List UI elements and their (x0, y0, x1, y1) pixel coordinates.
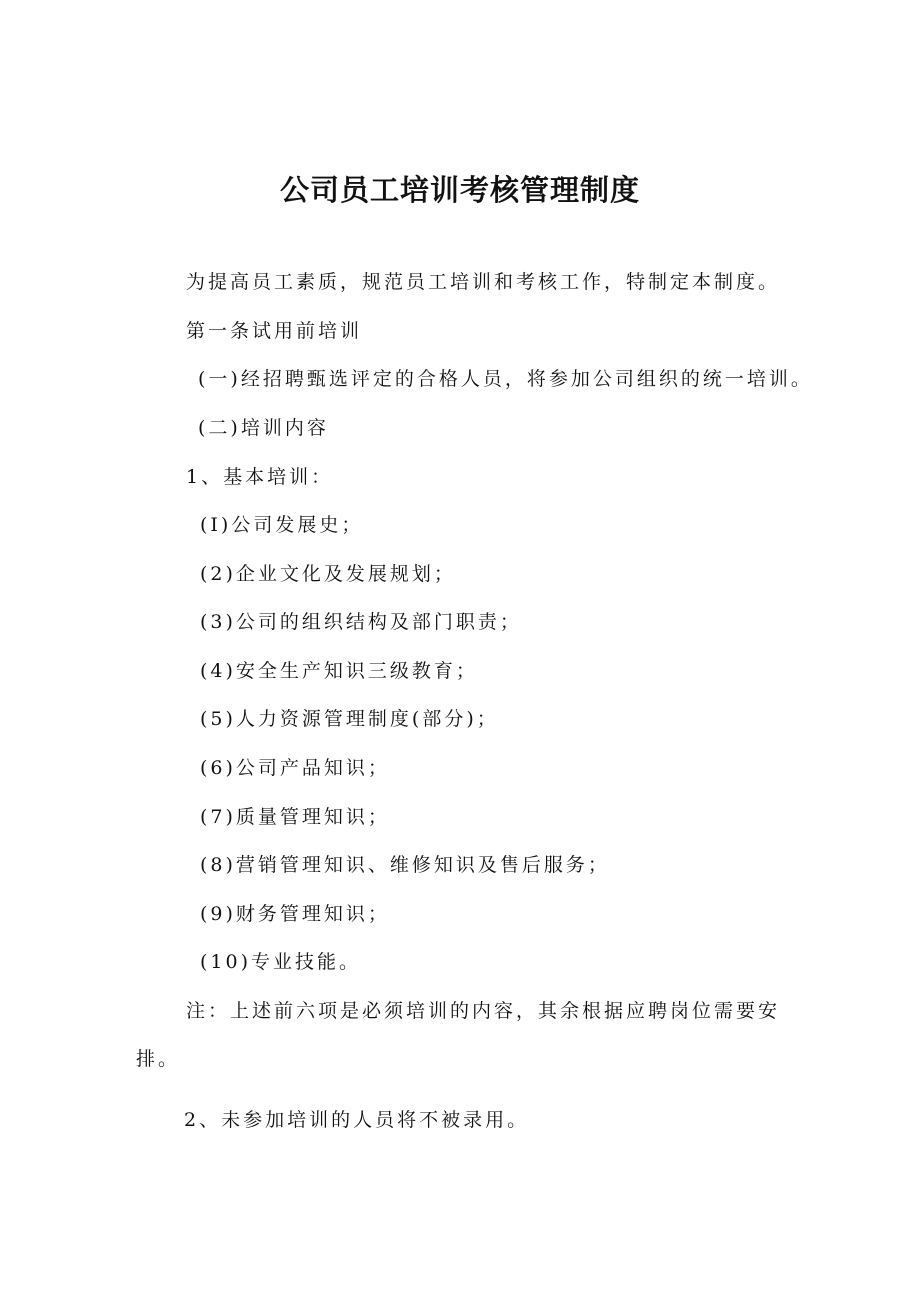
clause-1: (一)经招聘甄选评定的合格人员，将参加公司组织的统一培训。 (198, 368, 813, 390)
training-item: (3)公司的组织结构及部门职责； (200, 611, 522, 633)
training-item: (6)公司产品知识； (200, 757, 390, 779)
document-title: 公司员工培训考核管理制度 (279, 173, 640, 207)
training-item: (9)财务管理知识； (200, 903, 390, 925)
training-item: (10)专业技能。 (200, 951, 362, 973)
basic-training-heading: 1、基本培训： (186, 466, 334, 488)
training-item: (5)人力资源管理制度(部分)； (200, 708, 499, 730)
item-2: 2、未参加培训的人员将不被录用。 (184, 1109, 530, 1131)
intro-paragraph: 为提高员工素质，规范员工培训和考核工作，特制定本制度。 (186, 271, 781, 293)
training-item: (2)企业文化及发展规划； (200, 563, 456, 585)
training-item: (8)营销管理知识、维修知识及售后服务； (200, 854, 610, 876)
note-line-2: 排。 (136, 1048, 181, 1070)
note-line-1: 注：上述前六项是必须培训的内容，其余根据应聘岗位需要安 (186, 1000, 781, 1022)
article-1-heading: 第一条试用前培训 (186, 320, 363, 342)
training-item: (I)公司发展史； (200, 514, 364, 536)
training-item: (7)质量管理知识； (200, 806, 390, 828)
clause-2: (二)培训内容 (198, 417, 329, 439)
training-item: (4)安全生产知识三级教育； (200, 660, 478, 682)
